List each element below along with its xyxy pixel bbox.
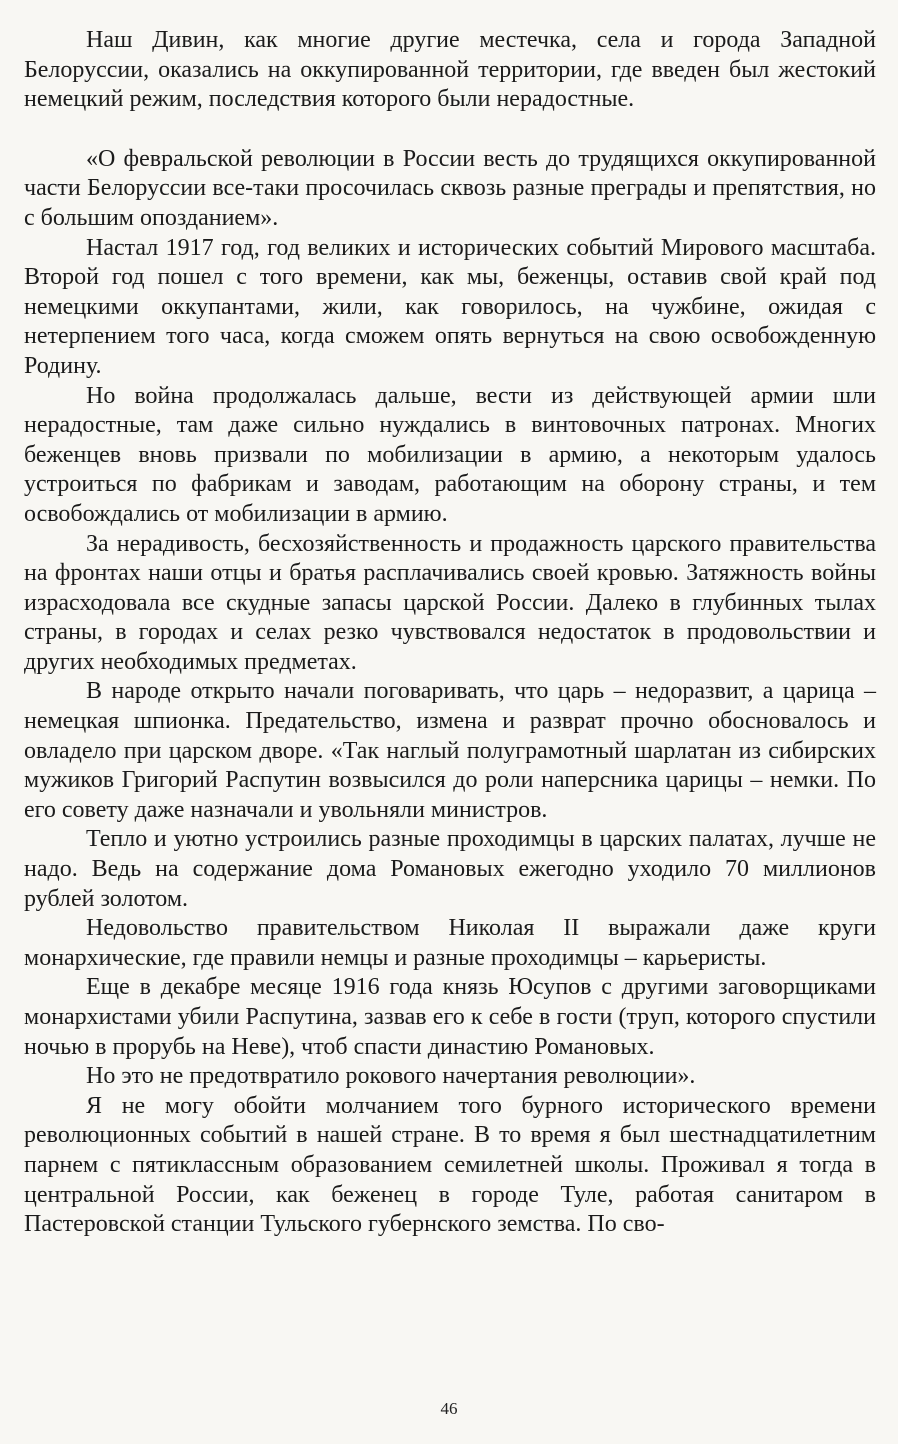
body-text — [24, 26, 876, 1240]
paragraph-1: Наш Дивин, как многие другие местечка, села и города Западной Белоруссии, оказались на оккупированной территории, где введен был жестокий немецкий режим, последствия которого были нерадостные. — [24, 27, 876, 113]
paragraph-6: В народе открыто начали поговаривать, что царь – недоразвит, а царица – немецкая шпионка. Предательство, измена и разврат прочно обосновалось и овладело при царском дворе. «Так наглый полуграмотный шарлатан из сибирских мужиков Григорий Распутин возвысился до роли наперсника царицы – немки. По его совету даже назначали и увольняли министров. — [24, 678, 876, 823]
paragraph-5: За нерадивость, бесхозяйственность и продажность царского правительства на фронтах наши отцы и братья расплачивались своей кровью. Затяжность войны израсходовала все скудные запасы царской России. Далеко в глубинных тылах страны, в городах и селах резко чувствовался недостаток в продовольствии и других необходимых предметах. — [24, 530, 876, 675]
paragraph-3: Настал 1917 год, год великих и исторических событий Мирового масштаба. Второй год пошел с того времени, как мы, беженцы, оставив свой край под немецкими оккупантами, жили, как говорилось, на чужбине, ожидая с нетерпением того часа, когда сможем опять вернуться на свою освобожденную Родину. — [24, 234, 876, 379]
paragraph-4: Но война продолжалась дальше, вести из действующей армии шли нерадостные, там даже сильно нуждались в винтовочных патронах. Многих беженцев вновь призвали по мобилизации в армию, а некоторым удалось устроиться по фабрикам и заводам, работающим на оборону страны, и тем освобождались от мобилизации в армию. — [24, 382, 876, 527]
paragraph-2: «О февральской революции в России весть до трудящихся оккупированной части Белоруссии все-таки просочилась сквозь разные преграды и препятствия, но с большим опозданием». — [24, 145, 876, 231]
paragraph-9: Еще в декабре месяце 1916 года князь Юсупов с другими заговорщиками монархистами убили Распутина, зазвав его к себе в гости (труп, которого спустили ночью в прорубь на Неве), чтоб спасти династию Романовых. — [24, 974, 876, 1060]
paragraph-10: Но это не предотвратило рокового начертания революции». — [86, 1063, 696, 1090]
paragraph-7: Тепло и уютно устроились разные проходимцы в царских палатах, лучше не надо. Ведь на содержание дома Романовых ежегодно уходило 70 миллионов рублей золотом. — [24, 826, 876, 912]
paragraph-8: Недовольство правительством Николая II выражали даже круги монархические, где правили немцы и разные проходимцы – карьеристы. — [24, 915, 876, 971]
page-number: 46 — [440, 1399, 458, 1418]
paragraph-11: Я не могу обойти молчанием того бурного исторического времени революционных событий в нашей стране. В то время я был шестнадцатилетним парнем с пятиклассным образованием семилетней школы. Проживал я тогда в центральной России, как беженец в городе Туле, работая санитаром в Пастеровской станции Тульского губернского земства. По сво- — [24, 1092, 876, 1238]
